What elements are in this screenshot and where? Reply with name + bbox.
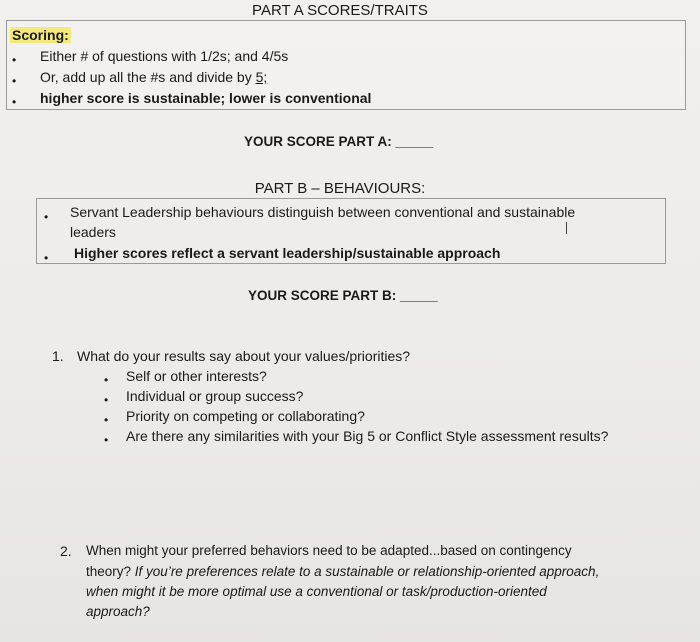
question-1-sub-3: Priority on competing or collaborating? [126, 408, 365, 424]
score-part-a [244, 134, 433, 149]
part-b-title: PART B – BEHAVIOURS: [254, 180, 426, 197]
bullet-icon: • [12, 53, 17, 67]
question-1-sub-4: Are there any similarities with your Big 5 or Conflict Style assessment results? [126, 428, 609, 444]
scoring-label: Scoring: [12, 27, 69, 43]
score-part-b-blank[interactable]: _____ [400, 288, 438, 303]
question-2-number: 2. [60, 543, 72, 559]
question-2-line-2 [86, 564, 599, 579]
scoring-item-2 [40, 69, 267, 85]
score-part-a-label: YOUR SCORE PART A: [244, 134, 392, 149]
question-1-sub-2: Individual or group success? [126, 388, 304, 404]
part-b-item-1: Servant Leadership behaviours distinguish between conventional and sustainable [70, 204, 576, 220]
score-part-b-label: YOUR SCORE PART B: [248, 288, 397, 303]
scoring-item-1: Either # of questions with 1/2s; and 4/5s [40, 48, 289, 64]
part-a-title: PART A SCORES/TRAITS [252, 2, 428, 19]
bullet-icon: • [104, 413, 109, 427]
question-1-text: What do your results say about your values/priorities? [77, 348, 411, 364]
score-part-b [248, 288, 438, 303]
question-1-number: 1. [52, 348, 64, 364]
bullet-icon: • [104, 393, 109, 407]
score-part-a-blank[interactable]: _____ [395, 134, 434, 149]
scoring-item-2-text: Or, add up all the #s and divide by [40, 69, 252, 85]
text-cursor [566, 222, 567, 234]
part-b-item-2: Higher scores reflect a servant leadership/sustainable approach [74, 245, 501, 261]
question-2-line-3: when might it be more optimal use a conventional or task/production-oriented [86, 584, 547, 599]
bullet-icon: • [12, 74, 17, 88]
question-2-line-2a: theory? [86, 564, 132, 579]
bullet-icon: • [44, 251, 49, 265]
bullet-icon: • [104, 373, 109, 387]
bullet-icon: • [12, 95, 17, 109]
part-b-item-1-cont: leaders [70, 224, 116, 240]
question-2-line-2b: If you’re preferences relate to a sustainable or relationship-oriented approach, [134, 564, 600, 579]
bullet-icon: • [44, 210, 49, 224]
scoring-item-3: higher score is sustainable; lower is conventional [40, 90, 372, 106]
bullet-icon: • [104, 433, 109, 447]
divide-value: 5; [255, 69, 268, 85]
question-1-sub-1: Self or other interests? [126, 368, 267, 384]
question-2-line-4: approach? [86, 604, 150, 619]
question-2-line-1: When might your preferred behaviors need to be adapted...based on contingency [86, 543, 572, 558]
